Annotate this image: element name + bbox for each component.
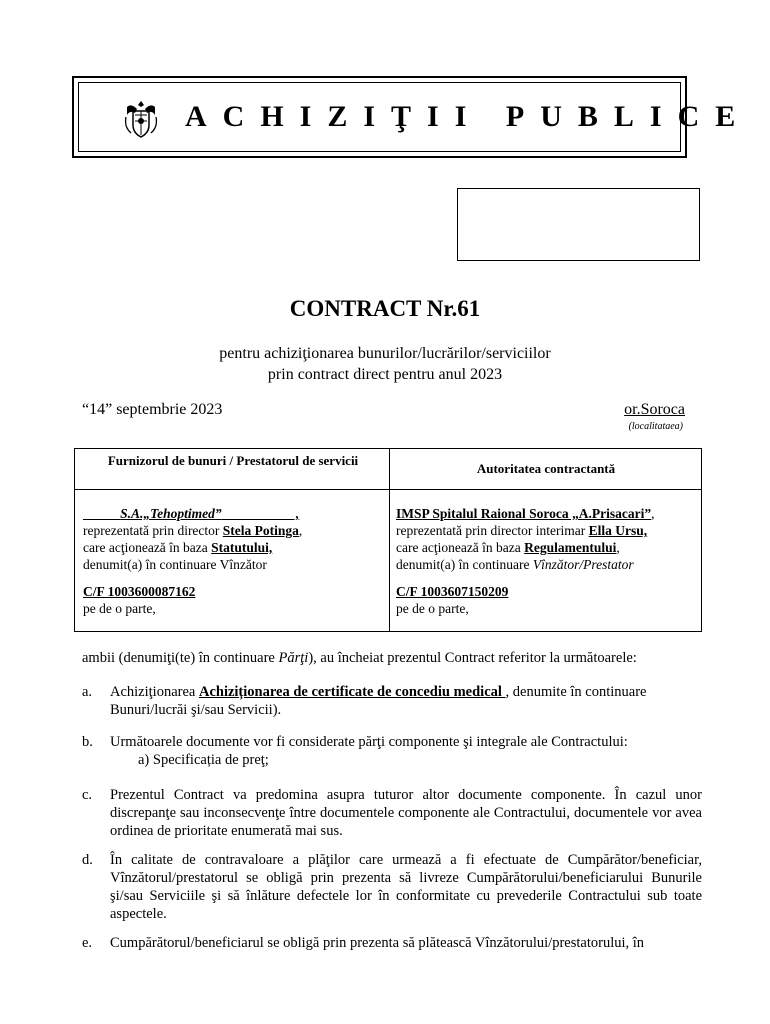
authority-representative-line xyxy=(396,522,698,539)
table-header-divider xyxy=(75,489,701,490)
supplier-name-line xyxy=(83,505,383,522)
parties-table xyxy=(74,448,702,632)
authority-rep-prefix: reprezentată prin director interimar xyxy=(396,523,589,538)
clause-body: În calitate de contravaloare a plăţilor care urmează a fi efectuate de Cumpărător/beneficiar, Vînzătorul/prestatorul se obligă prin prezenta să livreze Cumpărătorului/beneficiarului Bunurile şi/sau Serviciile şi să înlăture defectele lor în conformitate cu prevederile Contractului sub toate aspectele. xyxy=(110,852,702,922)
clause-a-prefix: Achiziţionarea xyxy=(110,684,199,700)
authority-basis: Regulamentului xyxy=(524,540,617,555)
intro-prefix: ambii (denumiţi(te) în continuare xyxy=(82,650,279,666)
table-column-divider xyxy=(389,449,390,631)
supplier-basis: Statutului, xyxy=(211,540,273,555)
authority-fiscal-code: C/F 1003607150209 xyxy=(396,584,509,599)
clause-letter: e. xyxy=(82,935,93,951)
intro-parties-word: Părţi xyxy=(278,650,309,666)
supplier-representative-line: reprezentată prin director Stela Potinga, xyxy=(83,523,303,538)
authority-side: pe de o parte, xyxy=(396,601,469,616)
clause-body xyxy=(110,683,702,719)
authority-header: Autoritatea contractantă xyxy=(476,461,616,476)
supplier-header: Furnizorul de bunuri / Prestatorul de servicii xyxy=(107,453,359,468)
authority-name-line: IMSP Spitalul Raional Soroca „A.Prisacari”, xyxy=(396,506,655,521)
clause-body: Prezentul Contract va predomina asupra tuturor altor documente componente. În cazul unor discrepanţe sau inconsecvenţe între documentele componente ale Contractului, documentele vor avea ordinea de prioritate enumerată mai sus. xyxy=(110,787,702,839)
clause-letter: b. xyxy=(82,734,93,750)
clause-body: Următoarele documente vor fi considerate părţi componente şi integrale ale Contractului: xyxy=(110,734,628,750)
authority-named-prefix: denumit(a) în continuare xyxy=(396,557,533,572)
authority-named-line xyxy=(396,556,698,573)
clause-letter: d. xyxy=(82,852,93,868)
authority-cell xyxy=(396,505,698,617)
clause-b-item: a) Specificația de preţ; xyxy=(138,752,269,768)
authority-basis-prefix: care acţionează în baza xyxy=(396,540,525,555)
supplier-basis-line xyxy=(83,539,383,556)
coat-of-arms-icon xyxy=(121,97,161,141)
supplier-rep-prefix: reprezentată prin director xyxy=(83,523,223,538)
clause-letter: a. xyxy=(82,684,93,700)
header-banner xyxy=(72,76,752,158)
header-banner-inner-frame xyxy=(78,82,752,152)
supplier-representative: Stela Potinga xyxy=(222,523,299,538)
supplier-basis-prefix: care acţionează în baza xyxy=(83,540,212,555)
intro-paragraph xyxy=(82,650,702,667)
supplier-side: pe de o parte, xyxy=(83,601,156,616)
supplier-named-line: denumit(a) în continuare Vînzător xyxy=(83,557,267,572)
supplier-fiscal-code: C/F 1003600087162 xyxy=(83,584,196,599)
intro-suffix: ), au încheiat prezentul Contract referitor la următoarele: xyxy=(308,650,637,666)
registration-stamp-box xyxy=(457,188,700,261)
procurement-object: Achiziționarea de certificate de concediu medical xyxy=(198,684,506,700)
clause-b xyxy=(82,733,702,769)
authority-name: IMSP Spitalul Raional Soroca „A.Prisacari” xyxy=(396,506,652,521)
contract-date: “14” septembrie 2023 xyxy=(82,401,223,418)
clause-c xyxy=(82,786,702,840)
contract-title: CONTRACT Nr.61 xyxy=(289,296,481,321)
authority-named-as: Vînzător/Prestator xyxy=(532,557,634,572)
clause-a-suffix: , denumite în continuare Bunuri/lucrăi şi/sau Servicii). xyxy=(110,684,647,718)
supplier-cell xyxy=(83,505,383,617)
clause-letter: c. xyxy=(82,787,93,803)
clause-e xyxy=(82,934,702,952)
supplier-name: S.A.„Tehoptimed” , xyxy=(120,506,300,521)
contract-subtitle-line-2: prin contract direct pentru anul 2023 xyxy=(267,366,503,383)
contract-subtitle-line-1: pentru achiziţionarea bunurilor/lucrărilor/serviciilor xyxy=(219,345,551,362)
clause-a xyxy=(82,683,702,719)
banner-title: ACHIZIŢII PUBLICE xyxy=(185,100,752,133)
clause-d xyxy=(82,851,702,923)
authority-representative: Ella Ursu, xyxy=(588,523,648,538)
clause-body: Cumpărătorul/beneficiarul se obligă prin prezenta să plătească Vînzătorului/prestatorului, în xyxy=(110,935,645,951)
locality-note: (localitataea) xyxy=(628,421,683,432)
authority-basis-line: care acţionează în baza Regulamentului, xyxy=(396,540,620,555)
contract-locality: or.Soroca xyxy=(624,401,685,418)
